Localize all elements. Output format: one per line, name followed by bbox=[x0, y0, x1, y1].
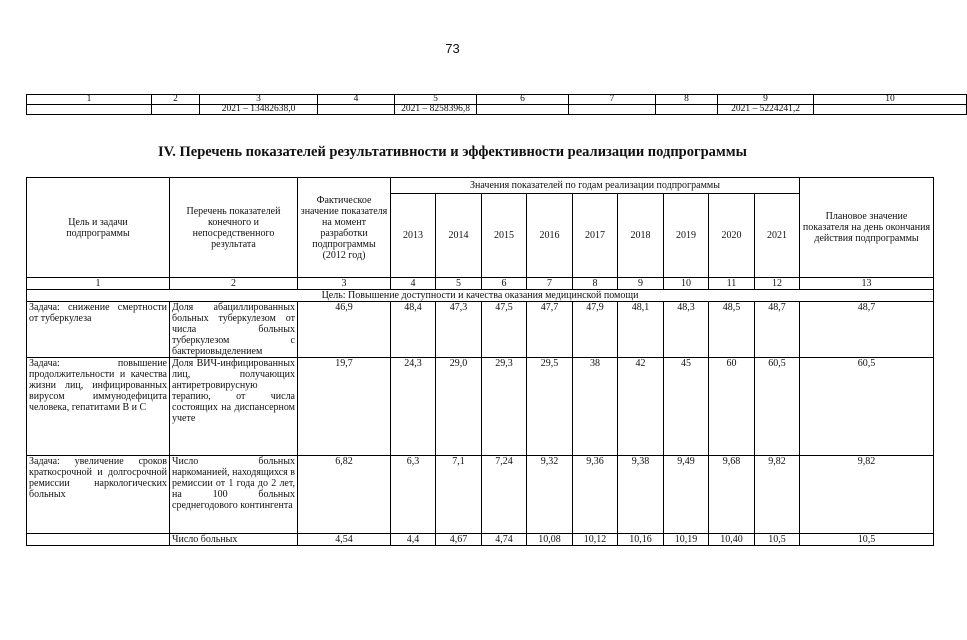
goal-text: Цель: Повышение доступности и качества оказания медицинской помощи bbox=[27, 290, 934, 302]
task-cell: Задача: увеличение сроков краткосрочной и долгосрочной ремиссии наркологических больных bbox=[27, 456, 170, 534]
goal-row bbox=[27, 290, 934, 302]
task-cell: Задача: снижение смертности от туберкулеза bbox=[27, 302, 170, 358]
planned-value: 9,82 bbox=[800, 456, 934, 534]
col-number: 10 bbox=[814, 95, 967, 105]
col-number: 12 bbox=[755, 278, 800, 290]
col-number: 3 bbox=[200, 95, 318, 105]
actual-value: 46,9 bbox=[298, 302, 391, 358]
col-number: 8 bbox=[573, 278, 618, 290]
task-cell bbox=[27, 534, 170, 546]
planned-value: 48,7 bbox=[800, 302, 934, 358]
year-value: 6,3 bbox=[391, 456, 436, 534]
planned-value: 10,5 bbox=[800, 534, 934, 546]
year-value: 29,5 bbox=[527, 358, 573, 456]
header-planned-value: Плановое значение показателя на день окончания действия подпрограммы bbox=[800, 178, 934, 278]
year-value: 47,3 bbox=[436, 302, 482, 358]
year-value: 48,7 bbox=[755, 302, 800, 358]
col-number: 3 bbox=[298, 278, 391, 290]
col-number: 9 bbox=[718, 95, 814, 105]
col-number: 5 bbox=[395, 95, 477, 105]
column-number-row bbox=[27, 278, 934, 290]
year-value: 9,38 bbox=[618, 456, 664, 534]
task-cell: Задача: повышение продолжительности и качества жизни лиц, инфицированных вирусом иммунодефицита человека, гепатитами В и С bbox=[27, 358, 170, 456]
continuation-data-row bbox=[27, 105, 967, 115]
col-number: 2 bbox=[170, 278, 298, 290]
indicator-cell: Число больных bbox=[170, 534, 298, 546]
year-value: 10,40 bbox=[709, 534, 755, 546]
col-number: 5 bbox=[436, 278, 482, 290]
year-value: 9,36 bbox=[573, 456, 618, 534]
col-number: 1 bbox=[27, 278, 170, 290]
indicators-table bbox=[26, 177, 934, 546]
table-row bbox=[27, 456, 934, 534]
actual-value: 4,54 bbox=[298, 534, 391, 546]
actual-value: 19,7 bbox=[298, 358, 391, 456]
cell bbox=[152, 105, 200, 115]
header-year: 2015 bbox=[482, 194, 527, 278]
col-number: 11 bbox=[709, 278, 755, 290]
cell: 2021 – 13482638,0 bbox=[200, 105, 318, 115]
indicator-cell: Число больных наркоманией, находящихся в ремиссии от 1 года до 2 лет, на 100 больных среднегодового контингента bbox=[170, 456, 298, 534]
cell bbox=[27, 105, 152, 115]
cell bbox=[477, 105, 569, 115]
indicator-cell: Доля ВИЧ-инфицированных лиц, получающих антиретровирусную терапию, от числа состоящих на диспансерном учете bbox=[170, 358, 298, 456]
table-row bbox=[27, 302, 934, 358]
year-value: 29,3 bbox=[482, 358, 527, 456]
cell bbox=[656, 105, 718, 115]
year-value: 4,74 bbox=[482, 534, 527, 546]
year-value: 42 bbox=[618, 358, 664, 456]
year-value: 47,9 bbox=[573, 302, 618, 358]
year-value: 29,0 bbox=[436, 358, 482, 456]
table-row bbox=[27, 358, 934, 456]
cell bbox=[318, 105, 395, 115]
table-row bbox=[27, 534, 934, 546]
header-actual-value: Фактическое значение показателя на момент разработки подпрограммы (2012 год) bbox=[298, 178, 391, 278]
year-value: 47,7 bbox=[527, 302, 573, 358]
col-number: 10 bbox=[664, 278, 709, 290]
year-value: 60,5 bbox=[755, 358, 800, 456]
year-value: 10,5 bbox=[755, 534, 800, 546]
section-title: IV. Перечень показателей результативности и эффективности реализации подпрограммы bbox=[158, 144, 747, 160]
col-number: 7 bbox=[527, 278, 573, 290]
cell bbox=[814, 105, 967, 115]
year-value: 4,4 bbox=[391, 534, 436, 546]
year-value: 4,67 bbox=[436, 534, 482, 546]
continuation-header-row bbox=[27, 95, 967, 105]
year-value: 60 bbox=[709, 358, 755, 456]
year-value: 10,19 bbox=[664, 534, 709, 546]
cell: 2021 – 5224241,2 bbox=[718, 105, 814, 115]
header-indicator-list: Перечень показателей конечного и непосредственного результата bbox=[170, 178, 298, 278]
year-value: 9,32 bbox=[527, 456, 573, 534]
header-year: 2016 bbox=[527, 194, 573, 278]
cell bbox=[569, 105, 656, 115]
year-value: 47,5 bbox=[482, 302, 527, 358]
year-value: 48,5 bbox=[709, 302, 755, 358]
header-values-by-year: Значения показателей по годам реализации подпрограммы bbox=[391, 178, 800, 194]
year-value: 9,82 bbox=[755, 456, 800, 534]
year-value: 48,4 bbox=[391, 302, 436, 358]
col-number: 4 bbox=[391, 278, 436, 290]
header-year: 2018 bbox=[618, 194, 664, 278]
header-year: 2013 bbox=[391, 194, 436, 278]
year-value: 9,68 bbox=[709, 456, 755, 534]
col-number: 1 bbox=[27, 95, 152, 105]
indicator-cell: Доля абациллированных больных туберкулезом от числа больных туберкулезом с бактериовыделением bbox=[170, 302, 298, 358]
header-year: 2014 bbox=[436, 194, 482, 278]
year-value: 48,3 bbox=[664, 302, 709, 358]
col-number: 7 bbox=[569, 95, 656, 105]
header-year: 2020 bbox=[709, 194, 755, 278]
year-value: 7,1 bbox=[436, 456, 482, 534]
year-value: 10,12 bbox=[573, 534, 618, 546]
col-number: 4 bbox=[318, 95, 395, 105]
col-number: 2 bbox=[152, 95, 200, 105]
year-value: 10,16 bbox=[618, 534, 664, 546]
page-number: 73 bbox=[445, 41, 460, 56]
header-year: 2019 bbox=[664, 194, 709, 278]
col-number: 6 bbox=[482, 278, 527, 290]
col-number: 6 bbox=[477, 95, 569, 105]
continuation-table bbox=[26, 94, 967, 115]
year-value: 48,1 bbox=[618, 302, 664, 358]
header-year: 2021 bbox=[755, 194, 800, 278]
header-year: 2017 bbox=[573, 194, 618, 278]
year-value: 9,49 bbox=[664, 456, 709, 534]
col-number: 9 bbox=[618, 278, 664, 290]
year-value: 38 bbox=[573, 358, 618, 456]
col-number: 13 bbox=[800, 278, 934, 290]
header-goal: Цель и задачи подпрограммы bbox=[27, 178, 170, 278]
col-number: 8 bbox=[656, 95, 718, 105]
planned-value: 60,5 bbox=[800, 358, 934, 456]
header-row-1 bbox=[27, 178, 934, 194]
year-value: 7,24 bbox=[482, 456, 527, 534]
year-value: 24,3 bbox=[391, 358, 436, 456]
year-value: 10,08 bbox=[527, 534, 573, 546]
cell: 2021 – 8258396,8 bbox=[395, 105, 477, 115]
year-value: 45 bbox=[664, 358, 709, 456]
actual-value: 6,82 bbox=[298, 456, 391, 534]
